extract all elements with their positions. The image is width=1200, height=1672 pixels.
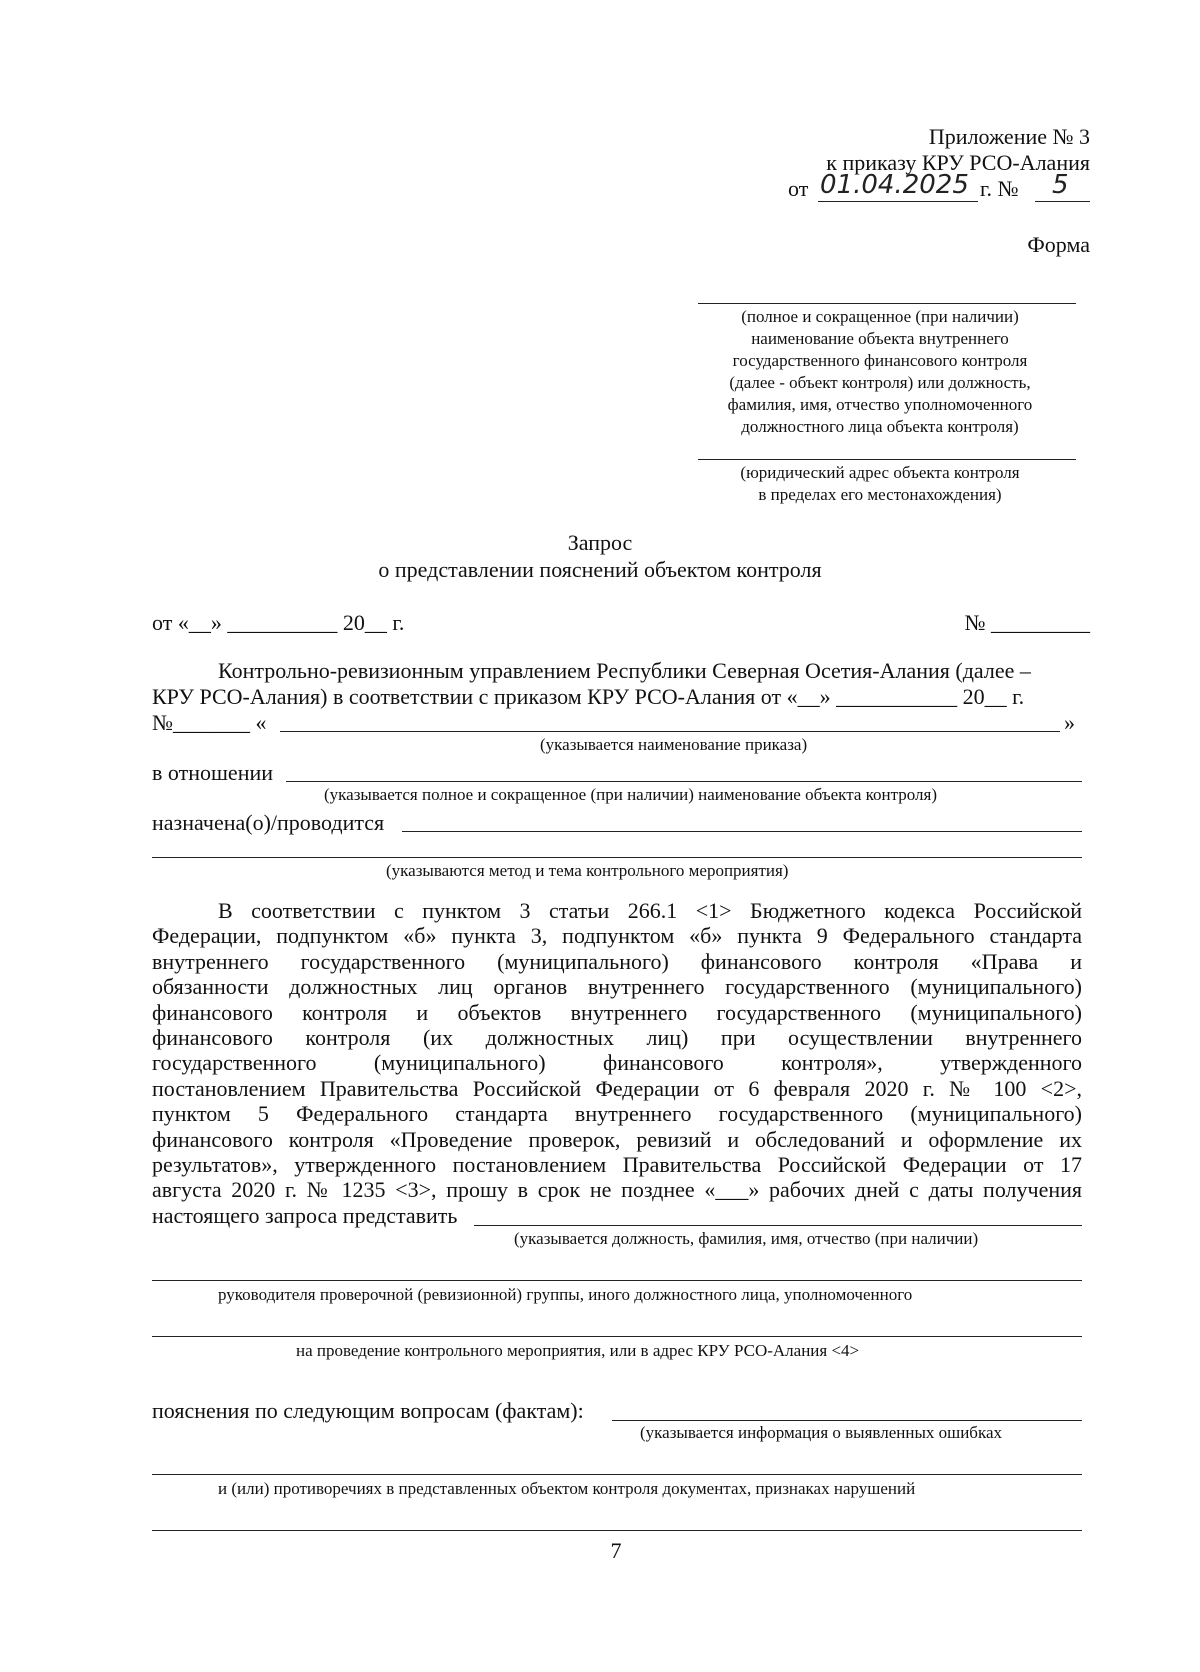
- addressee-caption-2: (юридический адрес объекта контроля в пределах его местонахождения): [740, 463, 1020, 504]
- caption-head: руководителя проверочной (ревизионной) группы, иного должностного лица, уполномоченного: [218, 1285, 913, 1304]
- intro-order-number: №_______ «: [152, 710, 267, 735]
- handwritten-number: 5: [1052, 170, 1069, 200]
- number-prefix: г. №: [980, 176, 1019, 201]
- addressee-address-line: [698, 459, 1076, 460]
- questions-line: [612, 1420, 1082, 1421]
- order-reference: к приказу КРУ РСО-Алания: [826, 150, 1090, 175]
- caption-contradictions: и (или) противоречиях в представленных объектом контроля документах, признаках нарушений: [218, 1479, 916, 1498]
- caption-method: (указываются метод и тема контрольного мероприятия): [386, 861, 789, 880]
- date-underline: [818, 201, 978, 202]
- head-line: [152, 1280, 1082, 1281]
- request-number: № _________: [964, 610, 1090, 635]
- date-prefix: от: [788, 176, 809, 201]
- person-line: [474, 1225, 1082, 1226]
- violations-line: [152, 1530, 1082, 1531]
- addressee-caption-1: (полное и сокращенное (при наличии) наименование объекта внутреннего государственного финансового контроля (далее - объект контроля) или должность, фамилия, имя, отчество уполномоченного должностного лица объекта контроля): [727, 307, 1033, 436]
- caption-person: (указывается должность, фамилия, имя, отчество (при наличии): [514, 1229, 979, 1248]
- caption-info: (указывается информация о выявленных ошибках: [640, 1423, 1002, 1442]
- intro-quote-close: »: [1064, 710, 1075, 735]
- regarding-label: в отношении: [152, 760, 274, 785]
- caption-object: (указывается полное и сокращенное (при наличии) наименование объекта контроля): [324, 785, 937, 804]
- submit-label: настоящего запроса представить: [152, 1203, 458, 1228]
- page-number: 7: [610, 1538, 622, 1563]
- document-title: Запрос: [567, 530, 633, 555]
- handwritten-date: 01.04.2025: [820, 170, 969, 200]
- order-name-line: [280, 731, 1060, 732]
- assigned-label: назначена(о)/проводится: [152, 810, 385, 835]
- body-paragraph: В соответствии с пунктом 3 статьи 266.1 <1> Бюджетного кодекса Российской Федерации, подпунктом «б» пункта 3, подпунктом «б» пункта 9 Федерального стандарта внутреннего государственного (муниципального) финансового контроля «Права и обязанности должностных лиц органов внутреннего государственного (муниципального) финансового контроля и объектов внутреннего государственного (муниципального) финансового контроля (их должностных лиц) при осуществлении внутреннего государственного (муниципального) финансового контроля», утвержденного постановлением Правительства Российской Федерации от 6 февраля 2020 г. № 100 <2>, пунктом 5 Федерального стандарта внутреннего государственного (муниципального) финансового контроля «Проведение проверок, ревизий и обследований и оформление их результатов», утвержденного постановлением Правительства Российской Федерации от 17 августа 2020 г. № 1235 <3>, прошу в срок не позднее «___» рабочих дней с даты получения: [152, 898, 1082, 1203]
- contradictions-line: [152, 1474, 1082, 1475]
- number-underline: [1035, 201, 1090, 202]
- caption-order: (указывается наименование приказа): [540, 735, 808, 754]
- address-line: [152, 1336, 1082, 1337]
- intro-line-1: Контрольно-ревизионным управлением Республики Северная Осетия-Алания (далее –: [218, 658, 1031, 683]
- method-line-2: [152, 857, 1082, 858]
- document-subtitle: о представлении пояснений объектом контроля: [378, 557, 822, 582]
- questions-label: пояснения по следующим вопросам (фактам):: [152, 1398, 584, 1423]
- appendix-label: Приложение № 3: [928, 124, 1090, 149]
- addressee-name-line: [698, 303, 1076, 304]
- object-name-line: [286, 781, 1082, 782]
- method-line-1: [402, 831, 1082, 832]
- request-date: от «__» __________ 20__ г.: [152, 610, 405, 635]
- caption-address: на проведение контрольного мероприятия, или в адрес КРУ РСО-Алания <4>: [296, 1341, 860, 1360]
- form-label: Форма: [1027, 232, 1090, 257]
- intro-line-2: КРУ РСО-Алания) в соответствии с приказом КРУ РСО-Алания от «__» ___________ 20__ г.: [152, 684, 1025, 709]
